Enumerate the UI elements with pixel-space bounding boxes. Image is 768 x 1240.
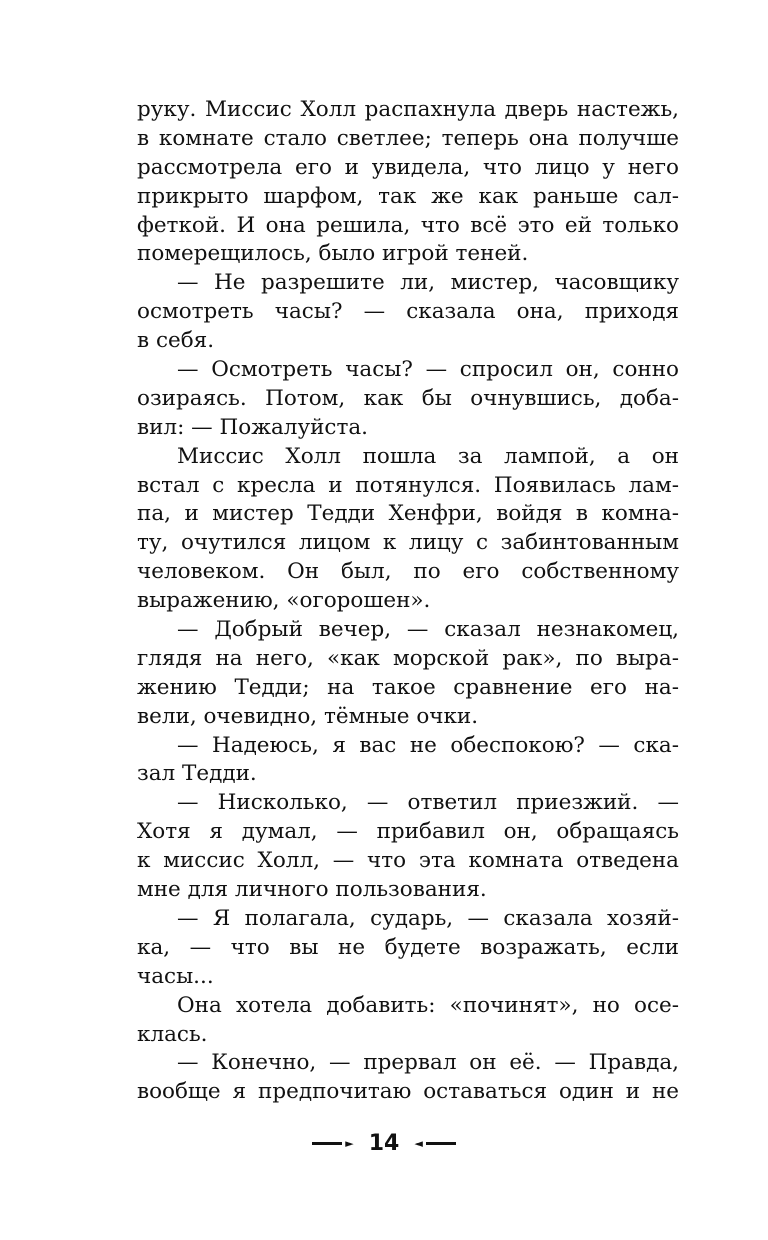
text-line: в себя. bbox=[137, 328, 215, 354]
paragraph bbox=[137, 443, 679, 616]
text-line: к миссис Холл, — что эта комната отведена bbox=[137, 848, 679, 874]
text-line: феткой. И она решила, что всё это ей только bbox=[137, 212, 679, 238]
text-line: прикрыто шарфом, так же как раньше сал- bbox=[137, 183, 679, 209]
text-line: — Я полагала, сударь, — сказала хозяй- bbox=[177, 905, 679, 931]
paragraph bbox=[137, 96, 679, 269]
text-line: померещилось, было игрой теней. bbox=[137, 241, 529, 267]
text-line: Она хотела добавить: «починят», но осе- bbox=[177, 992, 679, 1018]
text-line: глядя на него, «как морской рак», по выра- bbox=[137, 645, 679, 671]
text-line: жению Тедди; на такое сравнение его на- bbox=[137, 674, 679, 700]
text-line: озираясь. Потом, как бы очнувшись, доба- bbox=[137, 385, 679, 411]
text-line: — Надеюсь, я вас не обеспокою? — ска- bbox=[177, 732, 679, 758]
page-text bbox=[137, 96, 679, 1107]
paragraph bbox=[137, 1049, 679, 1107]
text-line: вил: — Пожалуйста. bbox=[137, 414, 369, 440]
text-line: человеком. Он был, по его собственному bbox=[137, 559, 679, 585]
paragraph bbox=[137, 732, 679, 790]
text-line: встал с кресла и потянулся. Появилась лам- bbox=[137, 472, 679, 498]
text-line: руку. Миссис Холл распахнула дверь настежь, bbox=[137, 97, 679, 122]
text-line: часы... bbox=[137, 963, 214, 989]
text-line: — Конечно, — прервал он её. — Правда, bbox=[177, 1050, 679, 1076]
text-line: — Не разрешите ли, мистер, часовщику bbox=[177, 270, 679, 296]
text-line: вели, очевидно, тёмные очки. bbox=[137, 703, 479, 729]
paragraph bbox=[137, 616, 679, 732]
text-line: ту, очутился лицом к лицу с забинтованным bbox=[137, 530, 679, 556]
arrow-left-icon: ◄ bbox=[414, 1136, 423, 1150]
text-line: клась. bbox=[137, 1021, 208, 1047]
text-line: вообще я предпочитаю оставаться один и не bbox=[137, 1079, 679, 1105]
paragraph bbox=[137, 269, 679, 356]
paragraph bbox=[137, 905, 679, 992]
text-line: па, и мистер Тедди Хенфри, войдя в комна- bbox=[137, 501, 679, 527]
text-line: рассмотрела его и увидела, что лицо у него bbox=[137, 154, 679, 180]
right-rule bbox=[426, 1142, 456, 1145]
text-line: зал Тедди. bbox=[137, 761, 257, 787]
text-line: — Добрый вечер, — сказал незнакомец, bbox=[177, 617, 679, 643]
paragraph bbox=[137, 992, 679, 1050]
text-line: ка, — что вы не будете возражать, если bbox=[137, 934, 679, 960]
paragraph bbox=[137, 356, 679, 443]
text-line: в комнате стало светлее; теперь она получше bbox=[137, 125, 679, 151]
text-line: — Осмотреть часы? — спросил он, сонно bbox=[177, 357, 679, 383]
arrow-right-icon: ► bbox=[345, 1136, 354, 1150]
text-line: осмотреть часы? — сказала она, приходя bbox=[137, 299, 679, 325]
text-line: — Нисколько, — ответил приезжий. — bbox=[177, 790, 679, 816]
page-number: 14 bbox=[368, 1130, 400, 1156]
text-line: Хотя я думал, — прибавил он, обращаясь bbox=[137, 819, 679, 845]
page-footer bbox=[0, 1128, 768, 1158]
text-line: Миссис Холл пошла за лампой, а он bbox=[177, 443, 679, 469]
paragraph bbox=[137, 789, 679, 905]
text-line: выражению, «огорошен». bbox=[137, 588, 431, 614]
left-rule bbox=[312, 1142, 342, 1145]
text-line: мне для личного пользования. bbox=[137, 877, 487, 903]
